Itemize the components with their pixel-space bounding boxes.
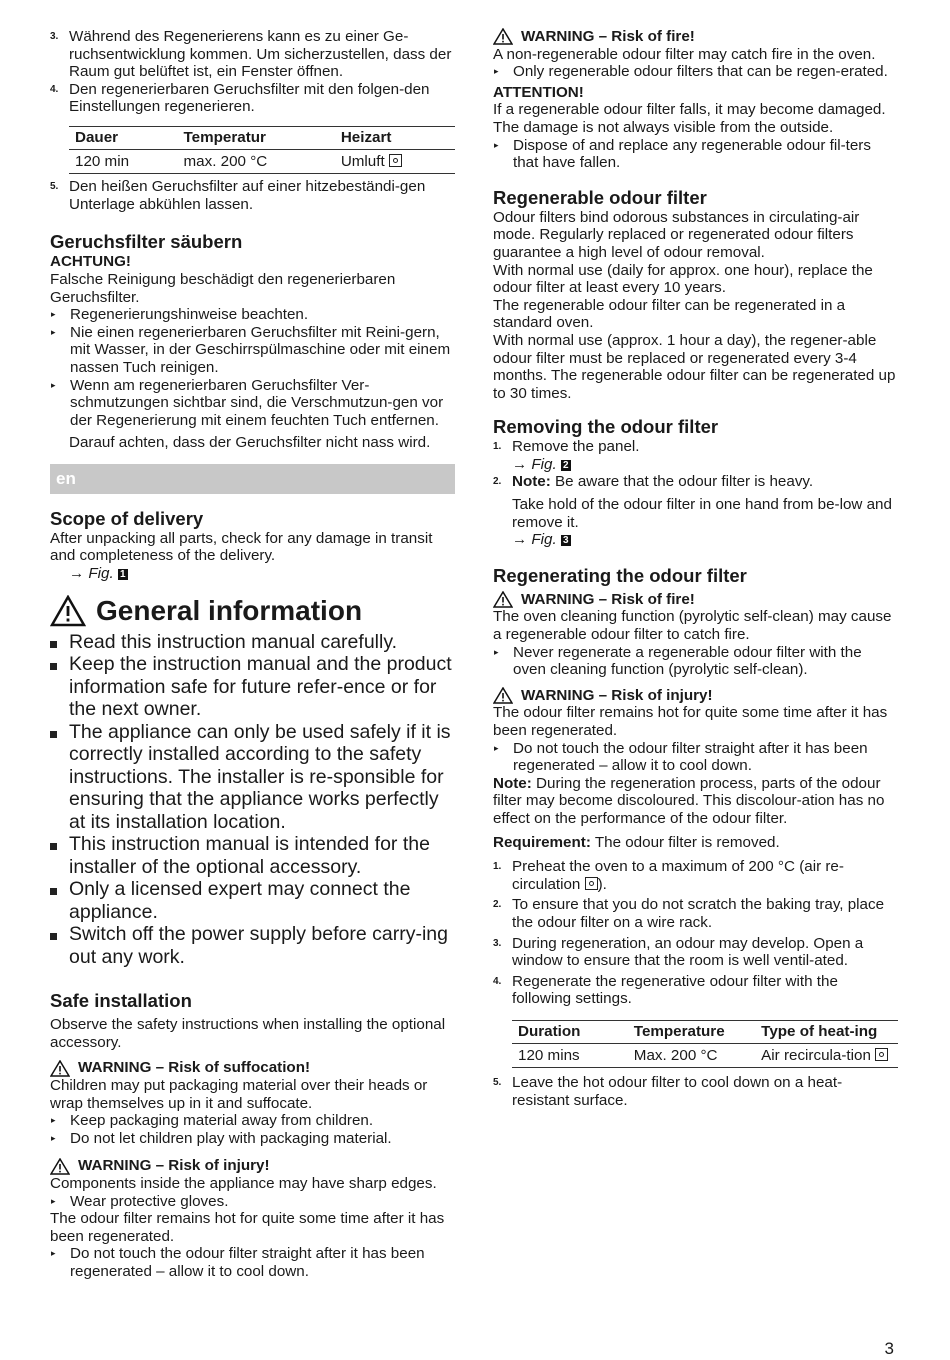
section-heading: Geruchsfilter säubern bbox=[50, 231, 243, 253]
square-bullet-icon bbox=[50, 933, 57, 940]
warning-triangle-icon bbox=[50, 1060, 70, 1077]
paragraph: Falsche Reinigung beschädigt den regenerierbaren Geruchsfilter. bbox=[50, 270, 396, 306]
table-header: Heizart bbox=[335, 126, 455, 149]
warning-triangle-icon bbox=[50, 595, 86, 627]
table-cell: Max. 200 °C bbox=[628, 1043, 755, 1068]
list-item: Only a licensed expert may connect the appliance. bbox=[50, 878, 455, 923]
warning-heading: WARNING – Risk of fire! bbox=[493, 28, 898, 46]
list-item: 4. Den regenerierbaren Geruchsfilter mit den folgen-den Einstellungen regenerieren. bbox=[50, 80, 430, 116]
paragraph: Components inside the appliance may have sharp edges. bbox=[50, 1174, 437, 1192]
section-heading: Removing the odour filter bbox=[493, 416, 719, 438]
circulating-air-icon bbox=[389, 154, 402, 167]
list-item: 3. During regeneration, an odour may develop. Open a window to ensure that the room is well ventil-ated. bbox=[493, 934, 864, 970]
square-bullet-icon bbox=[50, 641, 57, 648]
list-item: 2. To ensure that you do not scratch the baking tray, place the odour filter on a wire rack. bbox=[493, 896, 885, 931]
page-number: 3 bbox=[884, 1339, 894, 1358]
paragraph: The oven cleaning function (pyrolytic self-clean) may cause a regenerable odour filter to catch fire. bbox=[493, 608, 892, 644]
bullet-icon: ▸ bbox=[51, 1248, 56, 1259]
section-heading: Scope of delivery bbox=[50, 507, 204, 529]
warning-heading: WARNING – Risk of injury! bbox=[50, 1157, 455, 1175]
paragraph: Odour filters bind odorous substances in circulating-air mode. Regularly replaced or regenerated odour filters guarantee a high level of odour removal. bbox=[493, 208, 860, 261]
bullet-icon: ▸ bbox=[51, 326, 56, 337]
paragraph: The odour filter remains hot for quite some time after it has been regenerated. bbox=[493, 704, 888, 739]
table-cell: Air recircula-tion bbox=[755, 1043, 898, 1068]
list-item: ▸ Wear protective gloves. bbox=[51, 1192, 229, 1210]
bullet-icon: ▸ bbox=[51, 1115, 56, 1126]
table-header: Temperatur bbox=[178, 126, 335, 149]
warning-triangle-icon bbox=[493, 28, 513, 45]
table-cell: 120 mins bbox=[512, 1043, 628, 1068]
list-item: ▸ Only regenerable odour filters that can be regen-erated. bbox=[494, 63, 888, 81]
table-cell: 120 min bbox=[69, 149, 178, 174]
list-item: ▸ Nie einen regenerierbaren Geruchsfilter mit Reini-gern, mit Wasser, in der Geschirrspülmaschine oder mit einem nassen Tuch reinigen. bbox=[51, 323, 451, 376]
warning-triangle-icon bbox=[493, 591, 513, 608]
language-bar: en bbox=[50, 464, 455, 494]
list-item: ▸ Do not let children play with packaging material. bbox=[51, 1129, 392, 1147]
paragraph: With normal use (daily for approx. one hour), replace the odour filter at least every 10 years. bbox=[493, 261, 873, 297]
bullet-icon: ▸ bbox=[494, 646, 499, 657]
circulating-air-icon bbox=[585, 877, 598, 890]
paragraph: After unpacking all parts, check for any damage in transit and completeness of the delivery. bbox=[50, 529, 433, 565]
list-item: 1. Remove the panel. bbox=[493, 438, 640, 456]
settings-table-en bbox=[493, 1020, 898, 1068]
figure-reference: → Fig. 2 bbox=[512, 455, 569, 473]
list-item: Read this instruction manual carefully. bbox=[50, 631, 455, 654]
list-item: 4. Regenerate the regenerative odour filter with the following settings. bbox=[493, 972, 838, 1008]
square-bullet-icon bbox=[50, 663, 57, 670]
table-cell: max. 200 °C bbox=[178, 149, 335, 174]
bullet-icon: ▸ bbox=[494, 742, 499, 753]
bullet-icon: ▸ bbox=[51, 309, 56, 320]
warning-triangle-icon bbox=[493, 687, 513, 704]
list-item: 5. Leave the hot odour filter to cool down on a heat-resistant surface. bbox=[493, 1074, 843, 1109]
warning-triangle-icon bbox=[50, 1158, 70, 1175]
requirement-paragraph: Requirement: The odour filter is removed. bbox=[493, 833, 780, 851]
list-item: ▸ Keep packaging material away from children. bbox=[51, 1112, 374, 1130]
list-item: 5. Den heißen Geruchsfilter auf einer hitzebeständi-gen Unterlage abkühlen lassen. bbox=[50, 178, 426, 213]
circulating-air-icon bbox=[875, 1048, 888, 1061]
note-paragraph: Note: During the regeneration process, parts of the odour filter may become discoloured. This discolour-ation has no effect on the performance of the odour filter. bbox=[493, 774, 885, 827]
paragraph: The odour filter remains hot for quite some time after it has been regenerated. bbox=[50, 1210, 445, 1245]
figure-reference: → Fig. 3 bbox=[512, 531, 569, 549]
figure-reference: → Fig. 1 bbox=[69, 565, 126, 583]
list-item: Switch off the power supply before carry-ing out any work. bbox=[50, 923, 455, 968]
list-item: Keep the instruction manual and the product information safe for future refer-ence or for the next owner. bbox=[50, 653, 455, 721]
table-header: Duration bbox=[512, 1020, 628, 1043]
bullet-icon: ▸ bbox=[51, 1132, 56, 1143]
paragraph: Observe the safety instructions when installing the optional accessory. bbox=[50, 1016, 446, 1051]
warning-heading: WARNING – Risk of suffocation! bbox=[50, 1059, 455, 1077]
section-heading: Safe installation bbox=[50, 990, 192, 1012]
list-item: 2. Note: Be aware that the odour filter is heavy. bbox=[493, 473, 814, 491]
warning-heading: WARNING – Risk of injury! bbox=[493, 687, 898, 705]
list-item: ▸ Dispose of and replace any regenerable odour fil-ters that have fallen. bbox=[494, 136, 871, 172]
paragraph: If a regenerable odour filter falls, it may become damaged. The damage is not always visible from the outside. bbox=[493, 101, 886, 136]
attention-label: ATTENTION! bbox=[493, 83, 584, 101]
list-item: ▸ Do not touch the odour filter straight after it has been regenerated – allow it to cool down. bbox=[51, 1245, 425, 1280]
paragraph: Take hold of the odour filter in one hand from be-low and remove it. bbox=[512, 496, 892, 531]
section-heading: Regenerable odour filter bbox=[493, 186, 707, 208]
section-heading: Regenerating the odour filter bbox=[493, 564, 747, 586]
list-item: The appliance can only be used safely if it is correctly installed according to the safety instructions. The installer is re-sponsible for ensuring that the appliance works perfectly at its installation location. bbox=[50, 721, 455, 834]
paragraph: With normal use (approx. 1 hour a day), the regener-able odour filter must be replaced or regenerated every 3-4 months. The regenerable odour filter can be regenerated up to 30 times. bbox=[493, 331, 896, 402]
square-bullet-icon bbox=[50, 731, 57, 738]
paragraph: Children may put packaging material over their heads or wrap themselves up in it and suffocate. bbox=[50, 1076, 428, 1112]
bullet-icon: ▸ bbox=[51, 379, 56, 390]
bullet-icon: ▸ bbox=[494, 139, 499, 150]
list-item: ▸ Regenerierungshinweise beachten. bbox=[51, 306, 309, 324]
paragraph: Darauf achten, dass der Geruchsfilter nicht nass wird. bbox=[69, 434, 431, 452]
list-item: 1. Preheat the oven to a maximum of 200 °C (air re-circulation ). bbox=[493, 858, 844, 893]
general-info-heading bbox=[50, 595, 455, 627]
bullet-icon: ▸ bbox=[494, 66, 499, 77]
attention-label: ACHTUNG! bbox=[50, 253, 131, 271]
list-item: ▸ Do not touch the odour filter straight after it has been regenerated – allow it to cool down. bbox=[494, 739, 868, 775]
warning-heading: WARNING – Risk of fire! bbox=[493, 591, 898, 609]
table-cell: Umluft bbox=[335, 149, 455, 174]
table-header: Temperature bbox=[628, 1020, 755, 1043]
list-item: ▸ Wenn am regenerierbaren Geruchsfilter Ver-schmutzungen sichtbar sind, die Verschmutzun-gen vor der Regenerierung mit einem feuchten Tuch entfernen. bbox=[51, 376, 444, 429]
paragraph: A non-regenerable odour filter may catch fire in the oven. bbox=[493, 45, 876, 63]
list-item: 3. Während des Regenerierens kann es zu einer Ge-ruchsentwicklung kommen. Um sicherzustellen, dass der Raum gut belüftet ist, ein Fenster öffnen. bbox=[50, 28, 452, 81]
list-item: This instruction manual is intended for the installer of the optional accessory. bbox=[50, 833, 455, 878]
settings-table-de bbox=[50, 126, 455, 174]
square-bullet-icon bbox=[50, 888, 57, 895]
bullet-icon: ▸ bbox=[51, 1195, 56, 1206]
right-column bbox=[493, 28, 898, 1109]
paragraph: The regenerable odour filter can be regenerated in a standard oven. bbox=[493, 296, 846, 332]
square-bullet-icon bbox=[50, 843, 57, 850]
table-header: Type of heat-ing bbox=[755, 1020, 898, 1043]
list-item: ▸ Never regenerate a regenerable odour filter with the oven cleaning function (pyrolytic self-clean). bbox=[494, 643, 862, 679]
table-header: Dauer bbox=[69, 126, 178, 149]
page-title: General information bbox=[96, 594, 363, 626]
left-column bbox=[50, 28, 455, 1280]
